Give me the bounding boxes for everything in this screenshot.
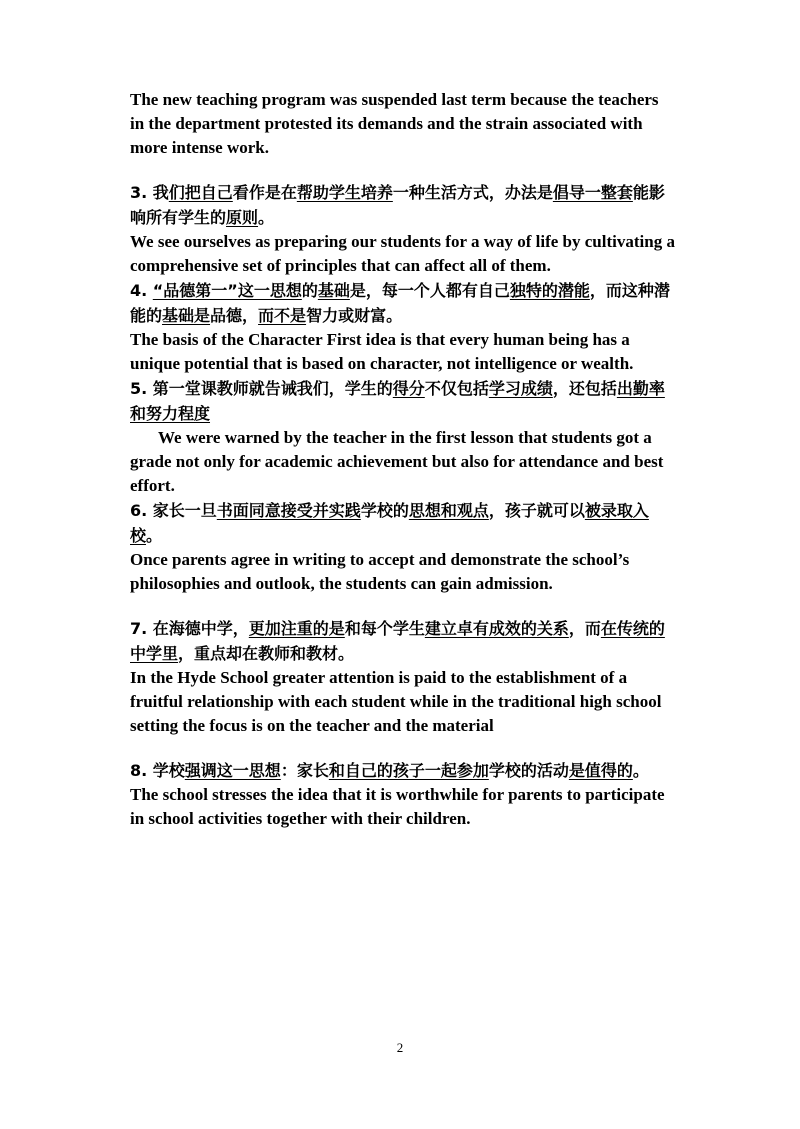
zh-segment-underlined: 被录取入校 [130,501,649,545]
zh-segment-underlined: 们把自己 [168,183,233,202]
zh-segment: 和每个学生 [344,619,425,638]
zh-segment-underlined: 思想和观点 [408,501,489,520]
zh-segment-underlined: 帮助学生培养 [296,183,393,202]
zh-segment: 看作是在 [232,183,297,202]
zh-segment: 5. 第一堂课教师就告诫我们，学生的 [130,379,393,398]
intro-paragraph: The new teaching program was suspended last term because the teachers in the department protested its demands and the strain associated with more intense work. [130,90,659,157]
zh-segment: 3. 我 [130,183,169,202]
item-3-chinese [130,180,675,230]
zh-segment-underlined: 原则 [226,208,259,227]
item-3-english: We see ourselves as preparing our students for a way of life by cultivating a comprehensive set of principles that can affect all of them. [130,232,675,275]
item-6-chinese [130,498,675,548]
zh-segment: 。 [146,526,163,545]
zh-segment-underlined: 在传统的中学里 [130,619,665,663]
item-8-chinese [130,758,675,783]
zh-segment-underlined: 学习成绩 [488,379,553,398]
zh-segment-underlined: 更加注重的是 [248,619,345,638]
zh-segment: 不仅包括 [424,379,489,398]
zh-segment: 4. [130,281,153,300]
zh-segment: 办法是 [504,183,553,202]
item-8-english: The school stresses the idea that it is worthwhile for parents to participate in school activities together with their children. [130,785,665,828]
zh-segment: 的 [301,281,318,300]
zh-segment-underlined: 基础是 [162,306,211,325]
item-7-english: In the Hyde School greater attention is paid to the establishment of a fruitful relationship with each student while in the traditional high school setting the focus is on the teacher and the material [130,668,662,735]
zh-segment: ， [589,281,606,300]
zh-segment: 能影响所有学生的 [130,183,665,227]
zh-segment-underlined: 独特的潜能 [509,281,590,300]
item-6-english: Once parents agree in writing to accept and demonstrate the school’s philosophies and outlook, the students can gain admission. [130,550,630,593]
zh-segment-underlined: 强调这一思想 [184,761,281,780]
page-content [130,88,675,831]
zh-segment-underlined: 而不是 [258,306,307,325]
zh-segment-underlined: 书面同意接受并实践 [216,501,361,520]
zh-segment: 智力或财富。 [306,306,403,325]
item-4-chinese [130,278,675,328]
item-5-chinese [130,376,675,426]
zh-segment: ，重点却在教师和教材。 [178,644,355,663]
zh-segment-underlined: 和自己的孩子一起参加 [328,761,489,780]
zh-segment-underlined: 基础 [317,281,350,300]
zh-segment: 学校的活动 [488,761,569,780]
zh-segment-underlined: 建立卓有成效的关系 [424,619,569,638]
zh-segment: 6. 家长一旦 [130,501,217,520]
zh-segment: ：家长 [280,761,329,780]
zh-segment: 品德， [210,306,259,325]
zh-segment: 是，每一个人都有自己 [349,281,510,300]
zh-segment-underlined: “品德第一”这一思想 [152,281,302,300]
zh-segment: ，而 [568,619,601,638]
zh-segment: 一种生活方式， [392,183,505,202]
item-5-english: We were warned by the teacher in the first lesson that students got a grade not only for academic achievement but also for attendance and best effort. [130,428,664,495]
zh-segment-underlined: 出勤率和努力程度 [130,379,665,423]
item-4-english: The basis of the Character First idea is that every human being has a unique potential that is based on character, not intelligence or wealth. [130,330,634,373]
zh-segment-underlined: 倡导一整套 [552,183,633,202]
zh-segment: ，还包括 [552,379,617,398]
zh-segment: 学校的 [360,501,409,520]
page-number: 2 [396,1040,404,1055]
zh-segment: 7. 在海德中学， [130,619,249,638]
zh-segment: 。 [258,208,275,227]
zh-segment-underlined: 是值得的 [568,761,633,780]
zh-segment: 。 [632,761,649,780]
item-7-chinese [130,616,675,666]
zh-segment: 8. 学校 [130,761,185,780]
zh-segment: 而这种潜能的 [130,281,670,325]
zh-segment: ，孩子就可以 [488,501,585,520]
zh-segment-underlined: 得分 [392,379,425,398]
